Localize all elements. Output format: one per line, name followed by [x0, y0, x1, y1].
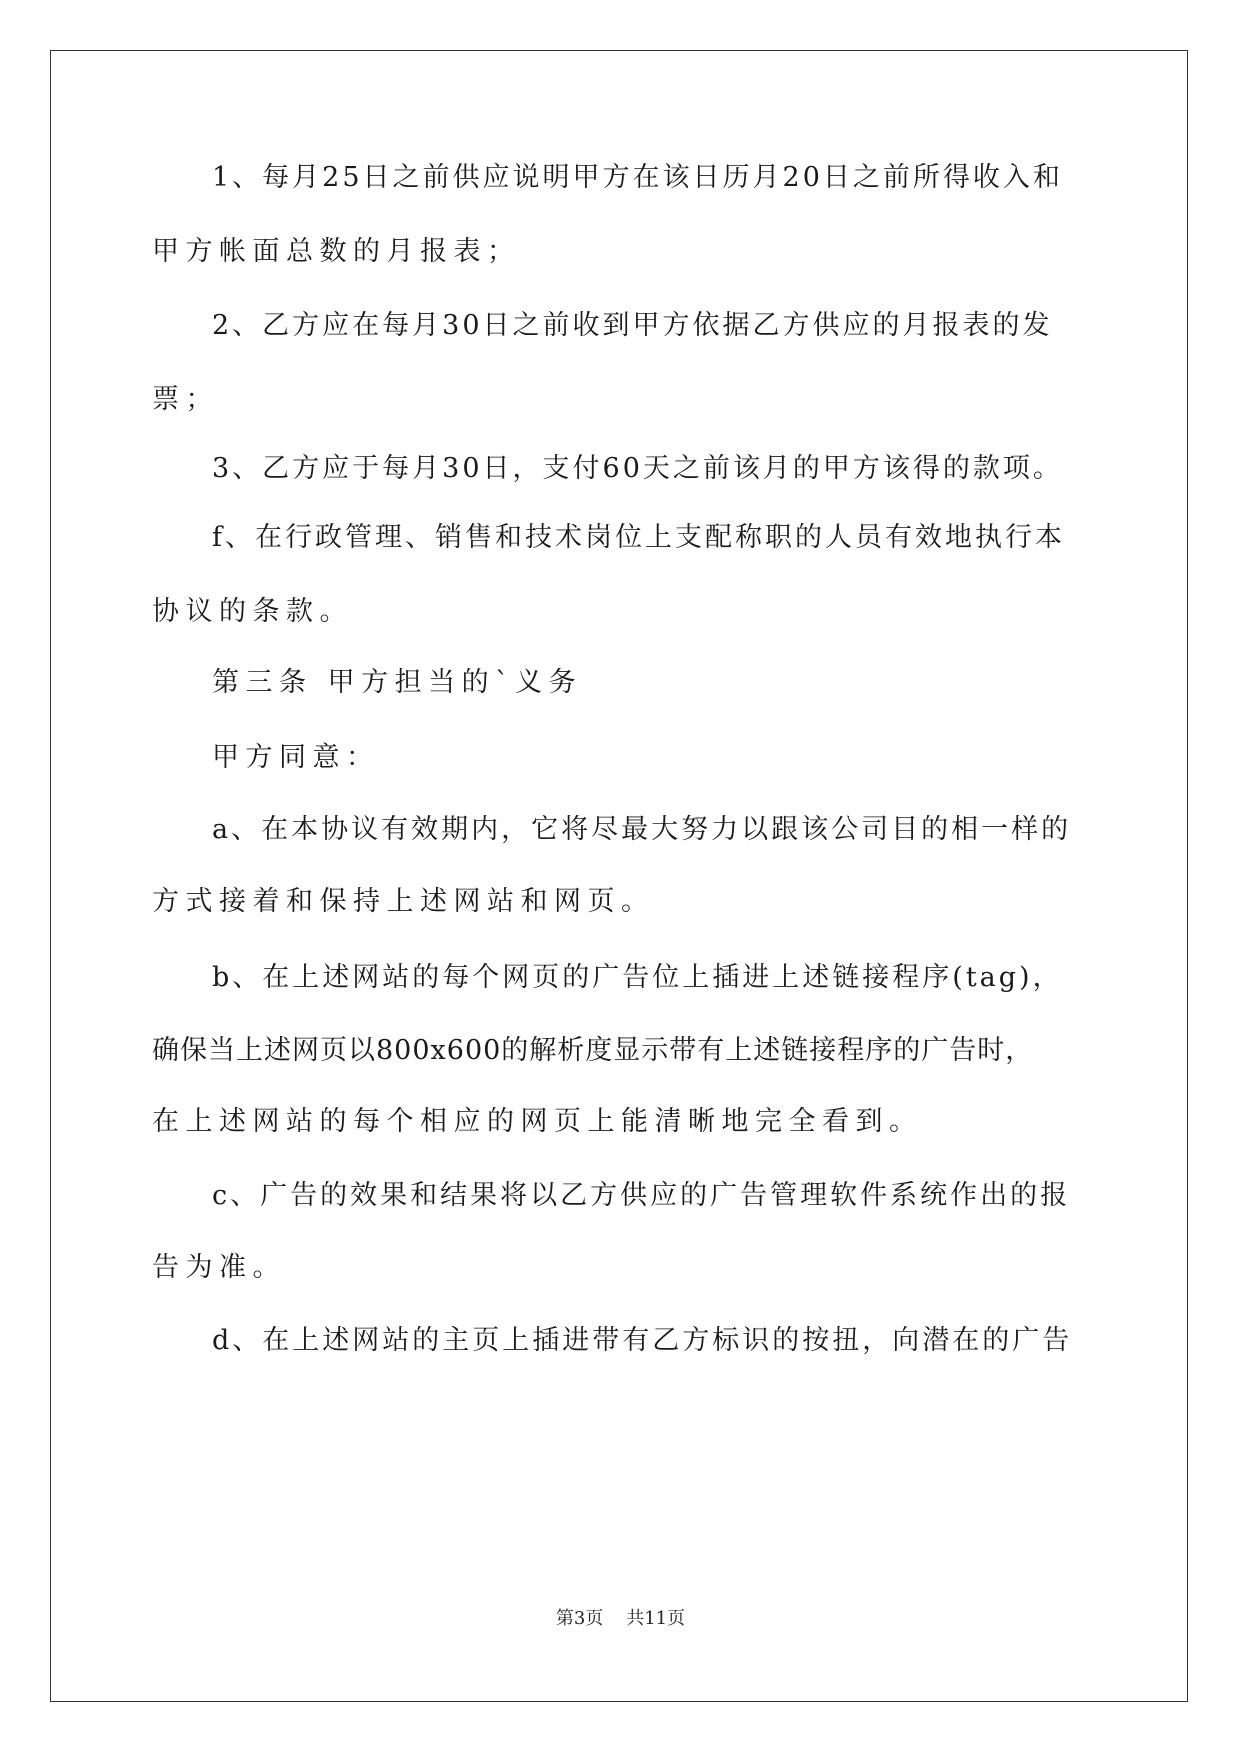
- page-footer: [0, 1607, 1241, 1631]
- paragraph-line: 确保当上述网页以800x600的解析度显示带有上述链接程序的广告时，: [152, 1035, 1034, 1066]
- page-border: [50, 50, 1188, 1702]
- paragraph-line: 2、乙方应在每月30日之前收到甲方依据乙方供应的月报表的发: [212, 310, 1053, 341]
- page-number: 第3页 共11页: [555, 1608, 686, 1629]
- paragraph-line: b、在上述网站的每个网页的广告位上插进上述链接程序(tag)，: [212, 962, 1063, 993]
- paragraph-line: 1、每月25日之前供应说明甲方在该日历月20日之前所得收入和: [212, 162, 1063, 193]
- paragraph-line: a、在本协议有效期内，它将尽最大努力以跟该公司目的相一样的: [212, 814, 1072, 845]
- paragraph-line: 协议的条款。: [152, 596, 353, 627]
- paragraph-line: 票；: [152, 384, 219, 415]
- paragraph-line: 甲方同意：: [212, 742, 380, 773]
- paragraph-line: 方式接着和保持上述网站和网页。: [152, 886, 655, 917]
- paragraph-line: f、在行政管理、销售和技术岗位上支配称职的人员有效地执行本: [212, 522, 1065, 553]
- paragraph-line: 3、乙方应于每月30日，支付60天之前该月的甲方该得的款项。: [212, 453, 1063, 484]
- paragraph-line: 在上述网站的每个相应的网页上能清晰地完全看到。: [152, 1106, 923, 1137]
- paragraph-line: c、广告的效果和结果将以乙方供应的广告管理软件系统作出的报: [212, 1180, 1071, 1211]
- section-heading: 第三条 甲方担当的`义务: [212, 667, 583, 698]
- paragraph-line: 告为准。: [152, 1252, 286, 1283]
- paragraph-line: d、在上述网站的主页上插进带有乙方标识的按扭，向潜在的广告: [212, 1325, 1073, 1356]
- paragraph-line: 甲方帐面总数的月报表；: [152, 236, 521, 267]
